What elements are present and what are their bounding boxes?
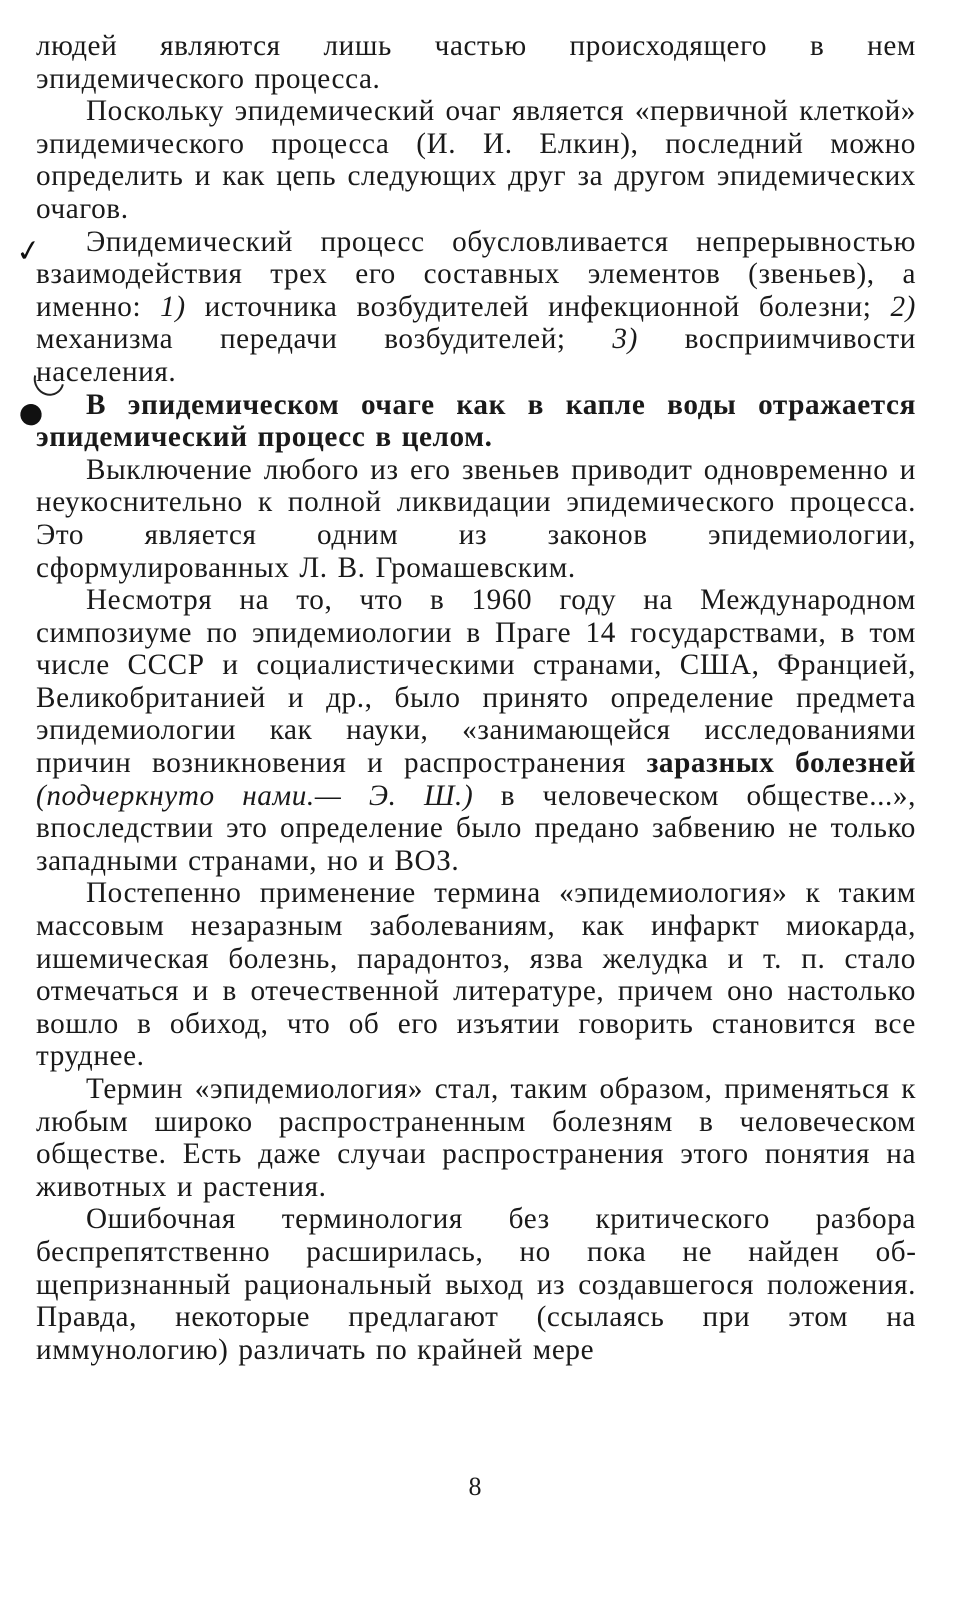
paragraph	[36, 877, 916, 1073]
paragraph	[36, 95, 916, 225]
paragraph	[36, 1203, 916, 1366]
text-segment: Термин «эпидемиология» стал, таким образом, применяться к любым широко распространенным болезням в человеческом обществе. Есть даже случаи распространения этого понятия на животных и растения.	[36, 1073, 916, 1203]
text-segment: механизма передачи возбудителей;	[36, 323, 613, 356]
handwritten-checkmark-icon: ✓	[13, 232, 44, 271]
text-segment: Выключение любого из его звеньев приводит одновременно и неукоснительно к полной ликвидации эпидемического процесса. Это является одним из законов эпидемиологии, сформулированных Л. В. Громашевским.	[36, 453, 916, 584]
text-segment: Эпидемический процесс обусловливается непрерывностью взаимодействия трех его составных элементов (звеньев), а именно:	[36, 225, 916, 323]
handwritten-bullet-mark-icon: ●	[13, 392, 48, 433]
text-segment: В эпидемическом очаге как в капле воды отражается эпидемический процесс в целом.	[36, 388, 916, 454]
paragraph	[36, 584, 916, 877]
paragraph	[36, 30, 916, 95]
text-segment: в человеческом обществе...», впоследствии это определение было предано забвению не только западными странами, но и ВОЗ.	[36, 779, 916, 877]
text-segment: источника возбудителей инфекционной болезни;	[185, 290, 891, 323]
document-body	[36, 30, 916, 1366]
paragraph	[36, 454, 916, 584]
text-segment: (подчеркнуто нами.— Э. Ш.)	[36, 779, 474, 812]
text-segment: заразных болезней	[646, 747, 917, 780]
paragraph	[36, 389, 916, 454]
paragraph	[36, 226, 916, 389]
text-segment: 2)	[890, 290, 916, 323]
text-segment: людей являются лишь частью происходящего в нем эпидемического процесса.	[36, 30, 916, 95]
text-segment: восприимчивости населения.	[36, 323, 916, 388]
paragraph	[36, 1073, 916, 1203]
text-segment: 1)	[160, 290, 186, 323]
text-segment: 3)	[612, 323, 638, 356]
text-segment: Ошибочная терминология без критического разбора беспрепятственно расширилась, но пока не найден общепризнанный рациональный выход из создавшегося положения. Правда, некоторые предлагают (ссылаясь при этом на иммунологию) различать по крайней мере	[36, 1203, 916, 1366]
text-segment: Поскольку эпидемический очаг является «первичной клеткой» эпидемического процесса (И. И. Елкин), последний можно определить и как цепь следующих друг за другом эпидемических очагов.	[36, 95, 916, 225]
text-segment: Несмотря на то, что в 1960 году на Международном симпозиуме по эпидемиологии в Праге 14 государствами, в том числе СССР и социалистическими странами, США, Францией, Великобританией и др., было принято определение предмета эпидемиологии как науки, «занимающейся исследованиями причин возникновения и распространения	[36, 584, 916, 780]
page-number: 8	[468, 1472, 482, 1501]
text-segment: Постепенно применение термина «эпидемиология» к таким массовым незаразным заболеваниям, как инфаркт миокарда, ишемическая болезнь, парадонтоз, язва желудка и т. п. стало отмечаться и в отечественной литературе, причем оно настолько вошло в обиход, что об его изъятии говорить становится все труднее.	[36, 877, 916, 1073]
